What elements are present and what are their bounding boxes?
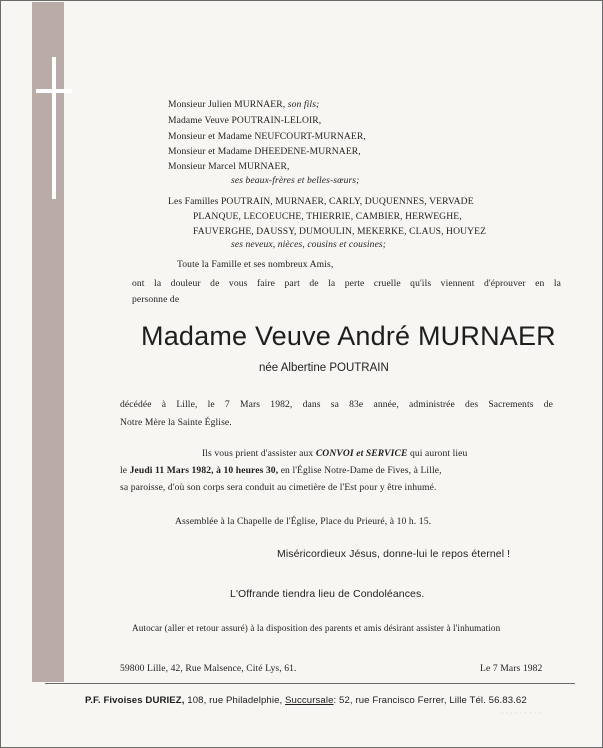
funeral-home-footer: P.F. Fivoises DURIEZ, 108, rue Philadelphie, Succursale: 52, rue Francisco Ferrer, Lille Tél. 56.83.62 bbox=[85, 695, 527, 706]
date-line: Le 7 Mars 1982 bbox=[480, 663, 543, 674]
cross-icon bbox=[36, 57, 72, 199]
families-line: Les Familles POUTRAIN, MURNAER, CARLY, DUQUENNES, VERVADE bbox=[168, 196, 474, 207]
autocar-line: Autocar (aller et retour assuré) à la disposition des parents et amis désirant assister à l'inhumation bbox=[132, 623, 501, 633]
announce-line: ont la douleur de vous faire part de la perte cruelle qu'ils viennent d'éprouver en la bbox=[132, 278, 561, 289]
announce-line: personne de bbox=[132, 294, 180, 305]
maiden-name: née Albertine POUTRAIN bbox=[259, 362, 389, 374]
families-line: PLANQUE, LECOEUCHE, THIERRIE, CAMBIER, HERWEGHE, bbox=[193, 211, 462, 222]
service-line: le Jeudi 11 Mars 1982, à 10 heures 30, en l'Église Notre-Dame de Fives, à Lille, bbox=[120, 465, 442, 476]
prayer-line: Miséricordieux Jésus, donne-lui le repos éternel ! bbox=[277, 548, 511, 560]
friends-line: Toute la Famille et ses nombreux Amis, bbox=[177, 259, 334, 270]
death-details: décédée à Lille, le 7 Mars 1982, dans sa 83e année, administrée des Sacrements de bbox=[120, 399, 553, 410]
service-line: Ils vous prient d'assister aux CONVOI et SERVICE qui auront lieu bbox=[202, 448, 468, 459]
family-line: Monsieur et Madame DHEEDENE-MURNAER, bbox=[168, 146, 361, 157]
family-line: Monsieur Marcel MURNAER, bbox=[168, 161, 290, 172]
assembly-line: Assemblée à la Chapelle de l'Église, Place du Prieuré, à 10 h. 15. bbox=[175, 516, 432, 527]
home-address: 59800 Lille, 42, Rue Malsence, Cité Lys, 61. bbox=[120, 663, 297, 674]
family-line: Monsieur et Madame NEUFCOURT-MURNAER, bbox=[168, 131, 366, 142]
service-line: sa paroisse, d'où son corps sera conduit au cimetière de l'Est pour y être inhumé. bbox=[120, 482, 437, 493]
deceased-name: Madame Veuve André MURNAER bbox=[141, 321, 556, 351]
footer-divider bbox=[45, 683, 575, 684]
death-details: Notre Mère la Sainte Église. bbox=[120, 417, 232, 428]
faint-print: · · · · · · · · · bbox=[501, 709, 541, 718]
family-line-son: Monsieur Julien MURNAER, son fils; bbox=[168, 99, 320, 110]
families-relation: ses neveux, nièces, cousins et cousines; bbox=[231, 239, 387, 250]
family-relation: ses beaux-frères et belles-sœurs; bbox=[231, 175, 360, 186]
offering-line: L'Offrande tiendra lieu de Condoléances. bbox=[230, 588, 425, 600]
families-line: FAUVERGHE, DAUSSY, DUMOULIN, MEKERKE, CLAUS, HOUYEZ bbox=[193, 226, 487, 237]
mourning-band bbox=[32, 2, 64, 682]
family-line: Madame Veuve POUTRAIN-LELOIR, bbox=[168, 115, 322, 126]
